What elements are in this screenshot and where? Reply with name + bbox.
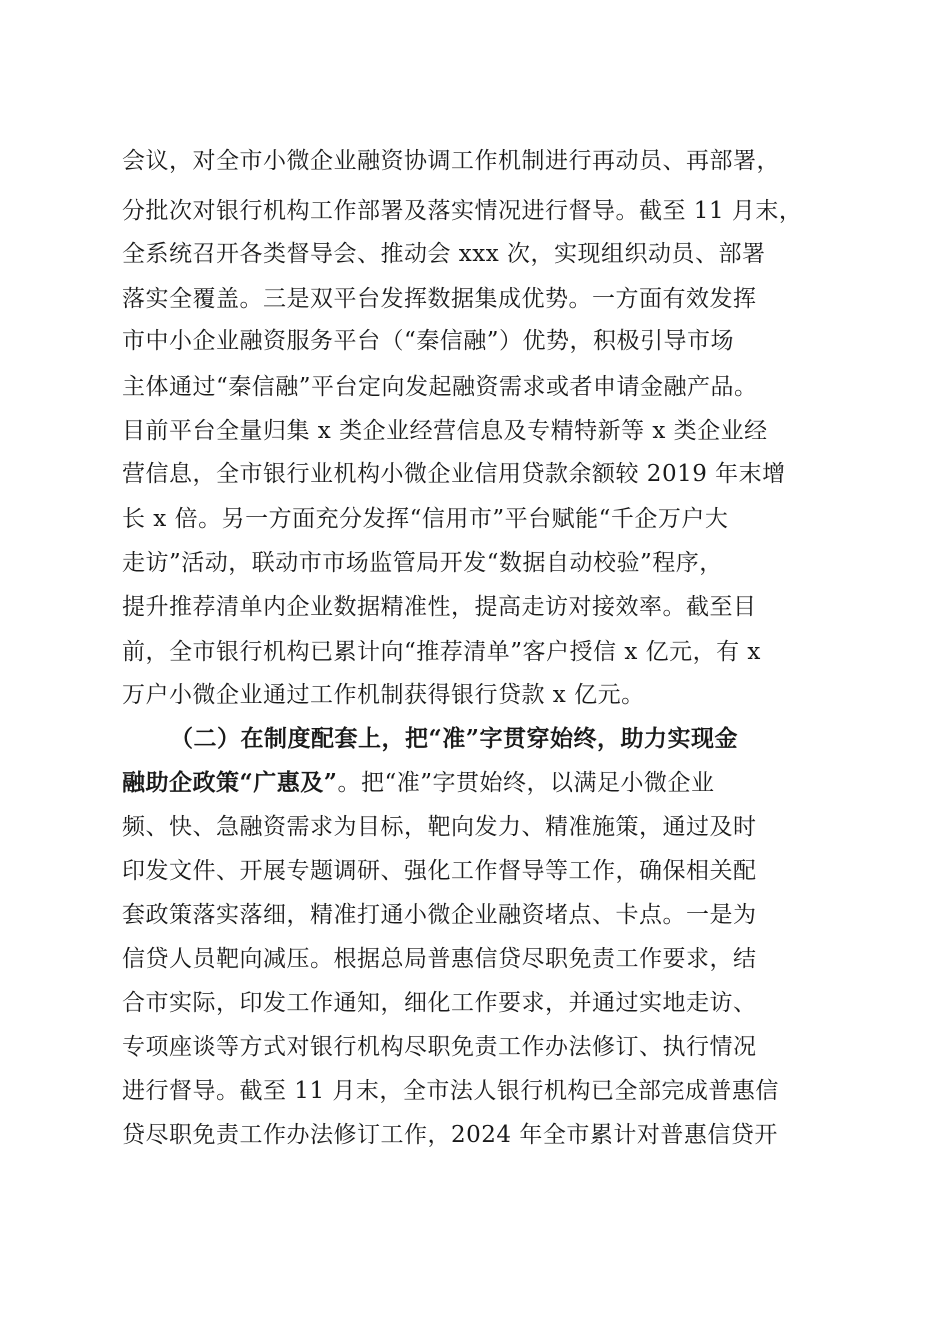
body-text-line: 长 x 倍。另一方面充分发挥“信用市”平台赋能“千企万户大 (122, 506, 729, 532)
body-text-line: 前，全市银行机构已累计向“推荐清单”客户授信 x 亿元，有 x (122, 639, 761, 665)
body-text-line: 信贷人员靶向减压。根据总局普惠信贷尽职免责工作要求，结 (122, 946, 757, 972)
body-text-line: 市中小企业融资服务平台（“秦信融”）优势，积极引导市场 (122, 328, 735, 354)
body-text-line: 贷尽职免责工作办法修订工作，2024 年全市累计对普惠信贷开 (122, 1122, 778, 1148)
body-text-fragment: 。把“准”字贯始终，以满足小微企业 (337, 770, 715, 796)
body-text-line: 落实全覆盖。三是双平台发挥数据集成优势。一方面有效发挥 (122, 286, 757, 312)
section-heading-continuation (122, 768, 842, 798)
body-text-line: 全系统召开各类督导会、推动会 xxx 次，实现组织动员、部署 (122, 241, 766, 267)
body-text-line: 目前平台全量归集 x 类企业经营信息及专精特新等 x 类企业经 (122, 418, 768, 444)
body-text-line: 印发文件、开展专题调研、强化工作督导等工作，确保相关配 (122, 858, 757, 884)
body-text-line: 会议，对全市小微企业融资协调工作机制进行再动员、再部署， (122, 148, 780, 174)
body-text-line: 提升推荐清单内企业数据精准性，提高走访对接效率。截至目 (122, 594, 757, 620)
body-text-line: 进行督导。截至 11 月末，全市法人银行机构已全部完成普惠信 (122, 1078, 779, 1104)
body-text-line: 套政策落实落细，精准打通小微企业融资堵点、卡点。一是为 (122, 902, 757, 928)
body-text-line: 走访”活动，联动市市场监管局开发“数据自动校验”程序， (122, 550, 723, 576)
body-text-line: 营信息，全市银行业机构小微企业信用贷款余额较 2019 年末增 (122, 461, 786, 487)
body-text-line: 主体通过“秦信融”平台定向发起融资需求或者申请金融产品。 (122, 374, 758, 400)
body-text-line: 万户小微企业通过工作机制获得银行贷款 x 亿元。 (122, 682, 645, 708)
body-text-line: 频、快、急融资需求为目标，靶向发力、精准施策，通过及时 (122, 814, 757, 840)
body-text-line: 分批次对银行机构工作部署及落实情况进行督导。截至 11 月末， (122, 198, 803, 224)
section-heading-line: （二）在制度配套上，把“准”字贯穿始终，助力实现金 (170, 725, 738, 752)
section-heading-tail: 融助企政策“广惠及” (122, 769, 338, 796)
body-text-line: 专项座谈等方式对银行机构尽职免责工作办法修订、执行情况 (122, 1034, 757, 1060)
body-text-line: 合市实际，印发工作通知，细化工作要求，并通过实地走访、 (122, 990, 757, 1016)
